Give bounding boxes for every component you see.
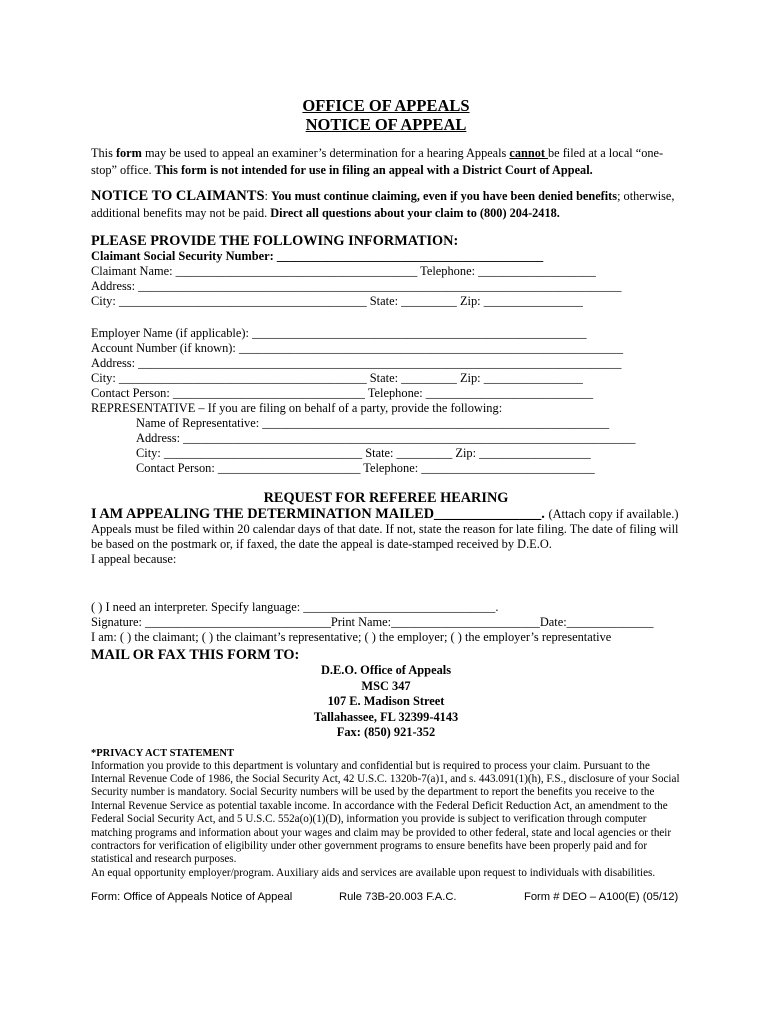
notice-text: ; otherwise, additional benefits may not be paid.: [91, 189, 675, 220]
intro-text: be filed at a local “one-stop” office.: [91, 146, 664, 177]
referee-hearing-heading: REQUEST FOR REFEREE HEARING: [263, 490, 509, 506]
address-line-fax: Fax: (850) 921-352: [336, 725, 436, 739]
intro-paragraph: [91, 145, 681, 178]
signature-line: [91, 615, 681, 630]
appeal-determination-line: [91, 506, 681, 522]
intro-not-intended: This form is not intended for use in filing an appeal with a District Court of Appeal.: [154, 162, 593, 177]
representative-city-field[interactable]: City: ________________________________ State: _________ Zip: __________________: [136, 446, 591, 460]
privacy-act-heading: *PRIVACY ACT STATEMENT: [91, 747, 234, 759]
mailing-address: [91, 663, 681, 741]
appeal-dot: .: [541, 506, 549, 522]
employer-city-field[interactable]: City: ________________________________________ State: _________ Zip: ________________: [91, 371, 583, 385]
date-label: Date:: [539, 615, 567, 629]
claimant-address-field[interactable]: Address: ______________________________________________________________________________: [91, 279, 622, 293]
print-name-field[interactable]: ________________________: [391, 615, 540, 629]
claimant-ssn-field[interactable]: Claimant Social Security Number: ___________________________________________: [91, 249, 544, 263]
attach-copy-note: (Attach copy if available.): [548, 507, 679, 521]
intro-form-word: form: [115, 146, 142, 160]
filing-deadline-text: Appeals must be filed within 20 calendar days of that date. If not, state the reason for late filing. The date of filing will be based on the postmark or, if faxed, the date the appeal is date-stamped received by D.E.O.: [91, 522, 679, 551]
employer-account-field[interactable]: Account Number (if known): ______________________________________________________________: [91, 341, 624, 355]
notice-to-claimants: [91, 188, 681, 221]
title-line-office: OFFICE OF APPEALS: [302, 96, 470, 115]
notice-heading: NOTICE TO CLAIMANTS: [91, 188, 265, 204]
footer-rule: Rule 73B-20.003 F.A.C.: [339, 891, 457, 903]
print-name-label: Print Name:: [330, 615, 392, 629]
signature-label: Signature:: [91, 615, 146, 629]
appeal-because-label: I appeal because:: [91, 552, 177, 566]
intro-cannot-word: cannot: [509, 146, 549, 160]
representative-intro: REPRESENTATIVE – If you are filing on behalf of a party, provide the following:: [91, 401, 503, 415]
footer-form-name: Form: Office of Appeals Notice of Appeal: [91, 891, 293, 903]
privacy-act-body: Information you provide to this department is voluntary and confidential but is required to process your claim. Pursuant to the Internal Revenue Code of 1986, the Social Security Act, 42 U.S.C. 1320b-7(a)1, and s. 443.091(1)(h), F.S., disclosure of your Social Security number is mandatory. Social Security numbers will be used by the department to report the benefits you receive to the Internal Revenue Service as potential taxable income. In accordance with the Federal Deficit Reduction Act, an amendment to the Federal Social Security Act, and 5 U.S.C. 552a(o)(1)(D), information you provide is subject to verification through computer matching programs and information about your wages and claim may be provided to other federal, state and local agencies or their contractors for verification of eligibility under other government programs to ensure benefits have been properly paid and for statistical and research purposes.: [91, 759, 680, 866]
claimant-city-field[interactable]: City: ________________________________________ State: _________ Zip: ________________: [91, 294, 583, 308]
mail-or-fax-heading: MAIL OR FAX THIS FORM TO:: [91, 647, 300, 663]
appeal-determination-label: I AM APPEALING THE DETERMINATION MAILED: [91, 506, 435, 522]
equal-opportunity-statement: An equal opportunity employer/program. Auxiliary aids and services are available upon request to individuals with disabilities.: [91, 866, 656, 879]
form-page: [91, 96, 681, 880]
employer-contact-field[interactable]: Contact Person: _______________________________ Telephone: ___________________________: [91, 386, 594, 400]
interpreter-field[interactable]: ( ) I need an interpreter. Specify language: _______________________________.: [91, 600, 499, 614]
representative-name-field[interactable]: Name of Representative: ________________________________________________________: [136, 416, 610, 430]
notice-continue-claiming: You must continue claiming, even if you have been denied benefits: [271, 189, 618, 203]
address-line-msc: MSC 347: [361, 678, 411, 693]
address-line-street: 107 E. Madison Street: [327, 694, 445, 708]
address-line-city: Tallahassee, FL 32399-4143: [313, 709, 459, 724]
date-field[interactable]: ______________: [566, 615, 654, 629]
signature-field[interactable]: ______________________________: [145, 615, 331, 629]
footer-form-number: Form # DEO – A100(E) (05/12): [524, 891, 679, 903]
notice-phone: Direct all questions about your claim to (800) 204-2418.: [270, 205, 560, 220]
address-line-office: D.E.O. Office of Appeals: [320, 663, 452, 677]
representative-contact-field[interactable]: Contact Person: _______________________ Telephone: ____________________________: [136, 461, 595, 475]
employer-name-field[interactable]: Employer Name (if applicable): ______________________________________________________: [91, 326, 587, 340]
determination-date-field[interactable]: _______________: [434, 506, 542, 522]
title-line-notice: NOTICE OF APPEAL: [305, 115, 467, 134]
representative-address-field[interactable]: Address: _________________________________________________________________________: [136, 431, 636, 445]
please-provide-heading: PLEASE PROVIDE THE FOLLOWING INFORMATION:: [91, 233, 459, 249]
intro-text: may be used to appeal an examiner’s determination for a hearing Appeals: [141, 146, 510, 160]
claimant-name-field[interactable]: Claimant Name: _______________________________________ Telephone: ___________________: [91, 264, 596, 278]
form-title: [91, 96, 681, 134]
notice-colon: :: [264, 189, 272, 203]
employer-address-field[interactable]: Address: ______________________________________________________________________________: [91, 356, 622, 370]
appeal-reason-area[interactable]: [91, 567, 681, 600]
spacer: [91, 309, 681, 326]
intro-text: This: [91, 146, 116, 160]
i-am-checkboxes[interactable]: I am: ( ) the claimant; ( ) the claimant’s representative; ( ) the employer; ( ) the employer’s representative: [91, 630, 612, 644]
